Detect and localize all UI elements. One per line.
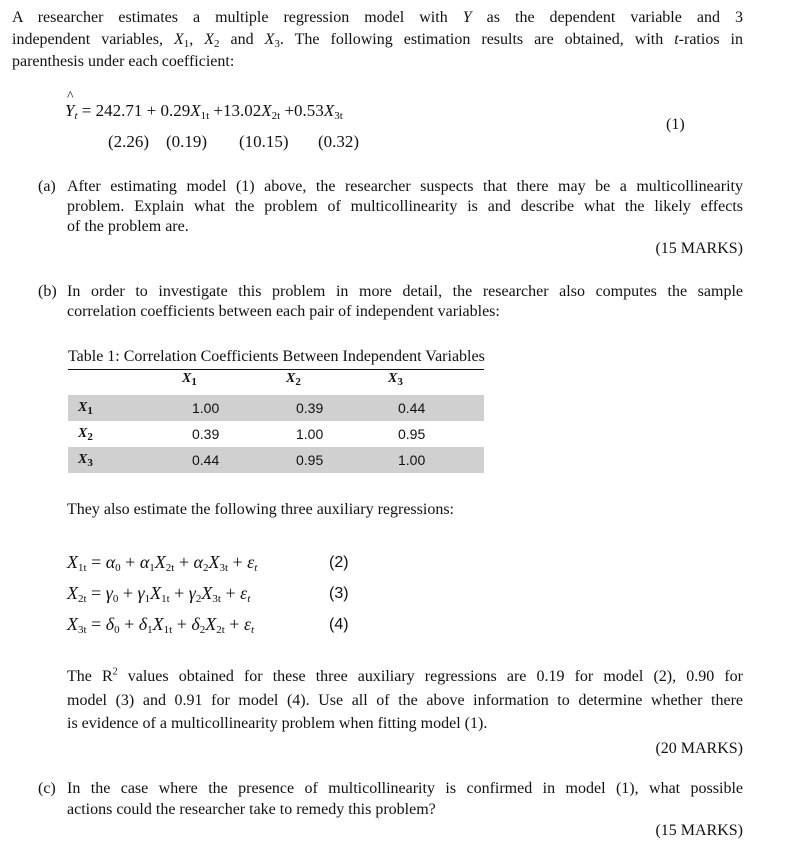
intro-line-3: parenthesis under each coefficient: <box>12 53 235 70</box>
eq-term: +0.53 <box>284 101 324 120</box>
r2-text: values obtained for these three auxiliary regressions are 0.19 for model (2), 0.90 for <box>117 668 743 685</box>
table-header <box>68 371 484 393</box>
part-a-label: (a) <box>38 178 56 195</box>
equation-1 <box>65 89 343 122</box>
table-cell: 0.44 <box>398 400 426 416</box>
var-x1: X <box>173 31 184 48</box>
intro-text: A researcher estimates a multiple regression model with <box>12 9 463 26</box>
table-cell: 1.00 <box>192 400 220 416</box>
intro-line-2 <box>12 30 743 51</box>
intro-line-1 <box>12 8 743 29</box>
sub: 2 <box>214 38 220 50</box>
part-a-line: problem. Explain what the problem of multicollinearity is and describe what the likely effects <box>67 198 743 215</box>
table-row <box>68 447 484 473</box>
row-sub: 3 <box>87 457 93 469</box>
r2-text: The R <box>67 668 113 685</box>
row-var: X <box>78 400 88 415</box>
r2-line: model (3) and 0.91 for model (4). Use all of the above information to determine whether there <box>67 692 743 709</box>
r2-line: is evidence of a multicollinearity problem when fitting model (1). <box>67 715 488 732</box>
eq-var: X <box>190 101 201 120</box>
eq-term: +13.02 <box>213 101 262 120</box>
r2-line-1 <box>67 667 743 688</box>
t-ratio: (0.19) <box>166 132 208 151</box>
part-a-marks: (15 MARKS) <box>655 240 743 257</box>
eq-sub: 1t <box>200 110 210 122</box>
row-label <box>68 395 192 421</box>
table-cell: 0.44 <box>192 452 220 468</box>
correlation-table <box>68 395 484 473</box>
table-row <box>68 395 484 421</box>
var-x3: X <box>264 31 275 48</box>
col-sub: 2 <box>295 376 301 388</box>
part-b-line: correlation coefficients between each pair of independent variables: <box>67 303 500 320</box>
table-cell: 0.39 <box>296 400 324 416</box>
aux-intro: They also estimate the following three auxiliary regressions: <box>67 501 454 518</box>
t-ratio: (0.32) <box>318 132 360 151</box>
aux-equation-4: $X_{3t} = \delta_0 + \delta_1X_{1t} + \delta_2X_{2t} + \varepsilon_t$ <box>67 614 255 636</box>
intro-text: independent variables, <box>12 31 174 48</box>
eq-sub: 3t <box>334 110 343 122</box>
aux-number: (4) <box>329 616 349 633</box>
col-sub: 1 <box>191 376 197 388</box>
intro-text: , <box>189 31 205 48</box>
sub: 1 <box>183 38 190 50</box>
intro-text: . The following estimation results are obtained, with <box>279 31 675 48</box>
part-c-line: In the case where the presence of multicollinearity is confirmed in model (1), what possible <box>67 780 743 797</box>
t-ratio: (10.15) <box>239 132 289 151</box>
col-var: X <box>388 371 398 386</box>
eq-sub: 2t <box>271 110 281 122</box>
aux-number: (3) <box>329 585 349 602</box>
part-c-marks: (15 MARKS) <box>655 822 743 839</box>
var-t: t <box>674 31 679 48</box>
aux-equation-2: $X_{1t} = \alpha_0 + \alpha_1X_{2t} + \alpha_2X_{3t} + \varepsilon_t$ <box>67 552 258 574</box>
intro-text: -ratios in <box>678 31 743 48</box>
row-sub: 1 <box>87 405 93 417</box>
table-cell: 1.00 <box>398 452 426 468</box>
lhs-var: Y <box>65 101 75 120</box>
table-cell: 1.00 <box>296 426 324 442</box>
col-var: X <box>182 371 192 386</box>
part-b-marks: (20 MARKS) <box>655 740 743 757</box>
intro-text: and <box>219 31 265 48</box>
r2-sup: 2 <box>112 666 118 678</box>
part-c-line: actions could the researcher take to remedy this problem? <box>67 801 436 818</box>
part-a-line: After estimating model (1) above, the researcher suspects that there may be a multicollinearity <box>67 178 743 195</box>
row-sub: 2 <box>87 431 93 443</box>
row-label <box>68 421 192 447</box>
hat-icon: ^ <box>67 89 74 104</box>
t-ratio: (2.26) <box>108 132 150 151</box>
y-hat <box>65 89 78 122</box>
row-label <box>68 447 192 473</box>
col-header-x2 <box>286 371 301 387</box>
table-cell: 0.95 <box>296 452 324 468</box>
row-var: X <box>78 452 88 467</box>
table-top-rule <box>68 369 484 370</box>
col-var: X <box>286 371 296 386</box>
part-a-line: of the problem are. <box>67 218 189 235</box>
col-header-x1 <box>182 371 197 387</box>
lhs-sub: t <box>74 110 78 122</box>
var-x2: X <box>204 31 215 48</box>
aux-equation-3: $X_{2t} = \gamma_0 + \gamma_1X_{1t} + \gamma_2X_{3t} + \varepsilon_t$ <box>67 583 251 605</box>
table-row <box>68 421 484 447</box>
eq-var: X <box>323 101 335 120</box>
intro-text: as the dependent variable and 3 <box>471 9 743 26</box>
part-c-label: (c) <box>38 780 56 797</box>
table-cell: 0.95 <box>398 426 426 442</box>
table-cell: 0.39 <box>192 426 220 442</box>
aux-number: (2) <box>329 554 349 571</box>
part-b-label: (b) <box>38 283 57 300</box>
part-b-line: In order to investigate this problem in more detail, the researcher also computes the sample <box>67 283 743 300</box>
equation-number-1: (1) <box>666 116 685 133</box>
sub: 3 <box>274 38 280 50</box>
col-sub: 3 <box>397 376 403 388</box>
col-header-x3 <box>388 371 403 387</box>
row-var: X <box>78 426 88 441</box>
eq-term: = 242.71 + 0.29 <box>81 101 191 120</box>
eq-var: X <box>261 101 272 120</box>
var-y: Y <box>462 9 472 26</box>
table-body <box>68 395 484 473</box>
table-title: Table 1: Correlation Coefficients Between Independent Variables <box>68 348 485 365</box>
